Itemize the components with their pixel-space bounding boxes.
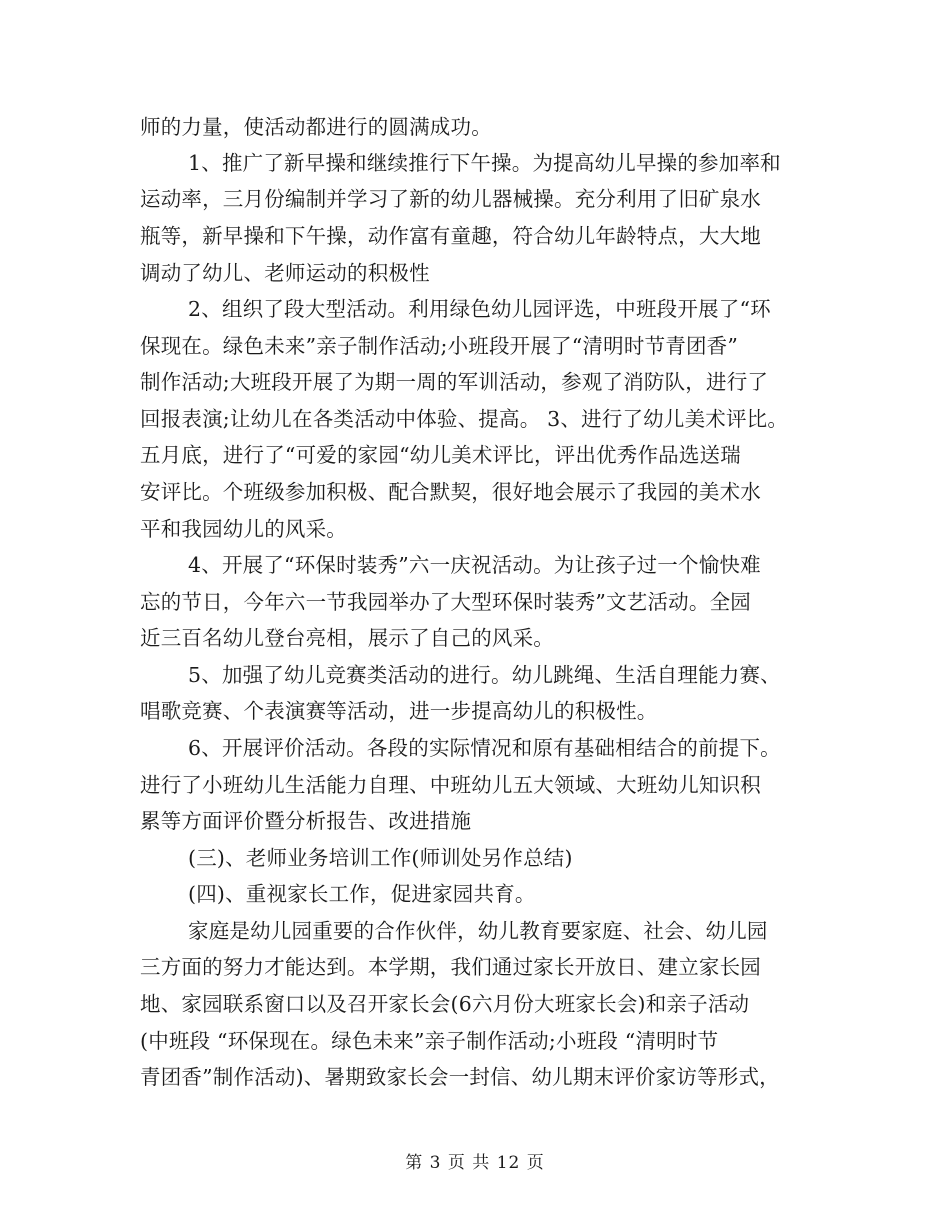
text-line: (四)、重视家长工作，促进家园共育。 xyxy=(188,882,536,906)
text-line: 忘的节日，今年六一节我园举办了大型环保时装秀”文艺活动。全园 xyxy=(140,590,751,614)
text-line: 地、家园联系窗口以及召开家长会(6六月份大班家长会)和亲子活动 xyxy=(140,992,750,1016)
text-line: (三)、老师业务培训工作(师训处另作总结) xyxy=(188,846,573,870)
text-line: 回报表演;让幼儿在各类活动中体验、提高。 3、进行了幼儿美术评比。 xyxy=(140,407,789,431)
text-line: 调动了幼儿、老师运动的积极性 xyxy=(140,261,430,285)
text-line: 4、开展了“环保时装秀”六一庆祝活动。为让孩子过一个愉快难 xyxy=(188,553,761,577)
text-line: 6、开展评价活动。各段的实际情况和原有基础相结合的前提下。 xyxy=(188,736,781,760)
text-line: 唱歌竞赛、个表演赛等活动，进一步提高幼儿的积极性。 xyxy=(140,699,658,723)
text-line: 保现在。绿色未来”亲子制作活动;小班段开展了“清明时节青团香” xyxy=(140,334,739,358)
page-number: 第 3 页 共 12 页 xyxy=(405,1153,545,1173)
text-line: 家庭是幼儿园重要的合作伙伴，幼儿教育要家庭、社会、幼儿园 xyxy=(188,919,768,943)
text-line: 师的力量，使活动都进行的圆满成功。 xyxy=(140,115,492,139)
text-line: 青团香”制作活动)、暑期致家长会一封信、幼儿期末评价家访等形式， xyxy=(140,1065,780,1089)
text-line: 累等方面评价暨分析报告、改进措施 xyxy=(140,809,472,833)
text-line: 5、加强了幼儿竞赛类活动的进行。幼儿跳绳、生活自理能力赛、 xyxy=(188,663,781,687)
text-line: 三方面的努力才能达到。本学期，我们通过家长开放日、建立家长园 xyxy=(140,955,761,979)
text-line: 五月底，进行了“可爱的家园“幼儿美术评比，评出优秀作品选送瑞 xyxy=(140,443,741,467)
text-line: 瓶等，新早操和下午操，动作富有童趣，符合幼儿年龄特点，大大地 xyxy=(140,224,761,248)
text-line: (中班段 “环保现在。绿色未来”亲子制作活动;小班段 “清明时节 xyxy=(140,1029,719,1053)
text-line: 2、组织了段大型活动。利用绿色幼儿园评选，中班段开展了“环 xyxy=(188,297,771,321)
text-line: 进行了小班幼儿生活能力自理、中班幼儿五大领域、大班幼儿知识积 xyxy=(140,773,761,797)
text-line: 运动率，三月份编制并学习了新的幼儿器械操。充分利用了旧矿泉水 xyxy=(140,187,761,211)
text-line: 1、推广了新早操和继续推行下午操。为提高幼儿早操的参加率和 xyxy=(188,151,781,175)
text-line: 制作活动;大班段开展了为期一周的军训活动，参观了消防队，进行了 xyxy=(140,370,769,394)
text-line: 近三百名幼儿登台亮相，展示了自己的风采。 xyxy=(140,626,554,650)
text-line: 安评比。个班级参加积极、配合默契，很好地会展示了我园的美术水 xyxy=(140,480,761,504)
text-line: 平和我园幼儿的风采。 xyxy=(140,517,347,541)
